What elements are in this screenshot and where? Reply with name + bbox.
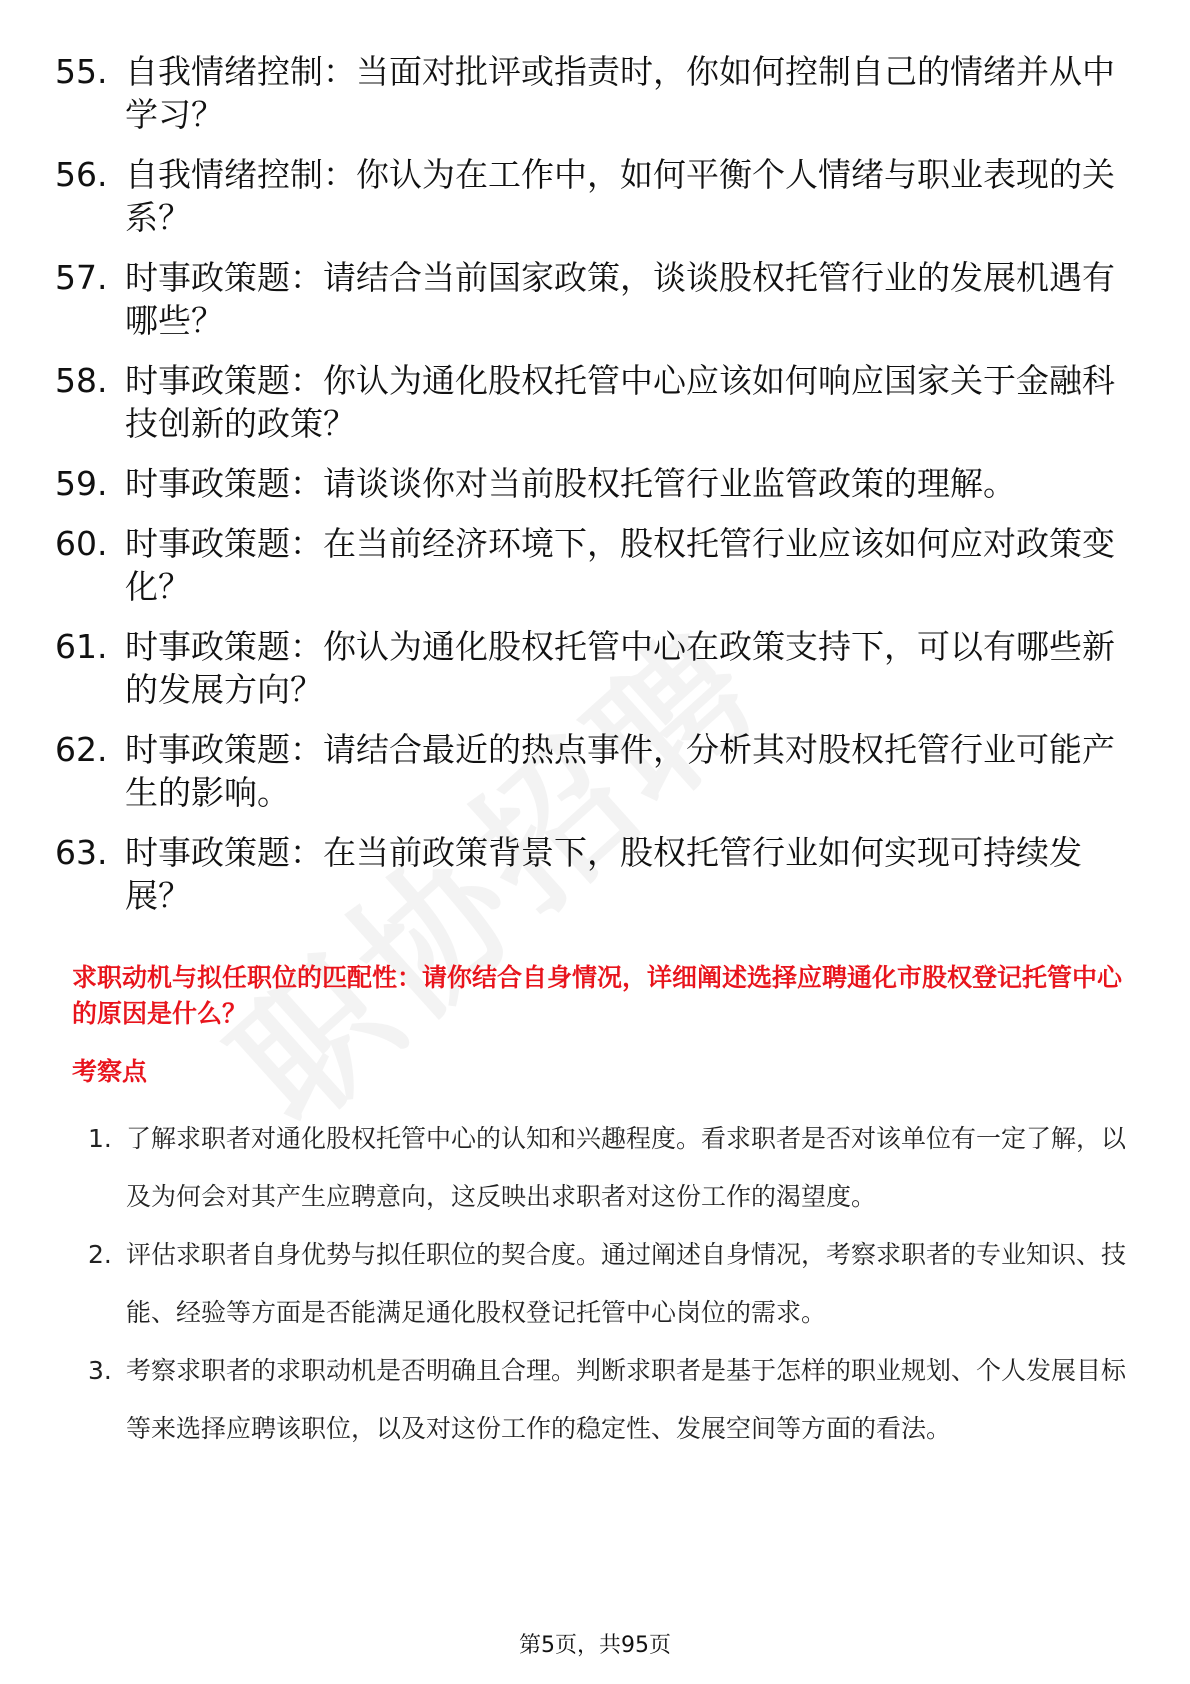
question-number: 55. — [55, 52, 108, 91]
question-number: 60. — [55, 524, 108, 563]
question-number: 61. — [55, 627, 108, 666]
section-subtitle: 考察点 — [72, 1057, 148, 1086]
question-number: 62. — [55, 730, 108, 769]
question-text: 时事政策题：在当前政策背景下，股权托管行业如何实现可持续发展？ — [125, 833, 1082, 915]
question-number: 58. — [55, 361, 108, 400]
question-text: 自我情绪控制：当面对批评或指责时，你如何控制自己的情绪并从中学习？ — [125, 52, 1115, 134]
point-item — [88, 1226, 1128, 1342]
question-text: 时事政策题：请结合当前国家政策，谈谈股权托管行业的发展机遇有哪些？ — [125, 258, 1115, 340]
point-number: 3. — [88, 1356, 112, 1385]
question-number: 59. — [55, 464, 108, 503]
question-item — [55, 625, 1135, 711]
question-item — [55, 50, 1135, 136]
point-item — [88, 1342, 1128, 1458]
question-item — [55, 256, 1135, 342]
question-text: 自我情绪控制：你认为在工作中，如何平衡个人情绪与职业表现的关系？ — [125, 155, 1115, 237]
question-item — [55, 462, 1135, 505]
point-number: 1. — [88, 1124, 112, 1153]
question-list — [55, 50, 1135, 934]
point-text: 考察求职者的求职动机是否明确且合理。判断求职者是基于怎样的职业规划、个人发展目标等来选择应聘该职位，以及对这份工作的稳定性、发展空间等方面的看法。 — [126, 1356, 1127, 1443]
point-number: 2. — [88, 1240, 112, 1269]
question-text: 时事政策题：请谈谈你对当前股权托管行业监管政策的理解。 — [125, 464, 1016, 503]
question-text: 时事政策题：请结合最近的热点事件，分析其对股权托管行业可能产生的影响。 — [125, 730, 1115, 812]
question-item — [55, 153, 1135, 239]
point-text: 了解求职者对通化股权托管中心的认知和兴趣程度。看求职者是否对该单位有一定了解，以及为何会对其产生应聘意向，这反映出求职者对这份工作的渴望度。 — [126, 1124, 1127, 1211]
question-item — [55, 831, 1135, 917]
question-number: 57. — [55, 258, 108, 297]
point-list — [88, 1110, 1128, 1458]
point-item — [88, 1110, 1128, 1226]
page-footer: 第5页，共95页 — [519, 1633, 671, 1658]
section-title: 求职动机与拟任职位的匹配性：请你结合自身情况，详细阐述选择应聘通化市股权登记托管中心的原因是什么？ — [72, 963, 1123, 1028]
question-item — [55, 522, 1135, 608]
question-item — [55, 359, 1135, 445]
question-number: 63. — [55, 833, 108, 872]
question-text: 时事政策题：在当前经济环境下，股权托管行业应该如何应对政策变化？ — [125, 524, 1115, 606]
question-number: 56. — [55, 155, 108, 194]
question-text: 时事政策题：你认为通化股权托管中心应该如何响应国家关于金融科技创新的政策？ — [125, 361, 1115, 443]
point-text: 评估求职者自身优势与拟任职位的契合度。通过阐述自身情况，考察求职者的专业知识、技能、经验等方面是否能满足通化股权登记托管中心岗位的需求。 — [126, 1240, 1127, 1327]
question-item — [55, 728, 1135, 814]
question-text: 时事政策题：你认为通化股权托管中心在政策支持下，可以有哪些新的发展方向？ — [125, 627, 1115, 709]
